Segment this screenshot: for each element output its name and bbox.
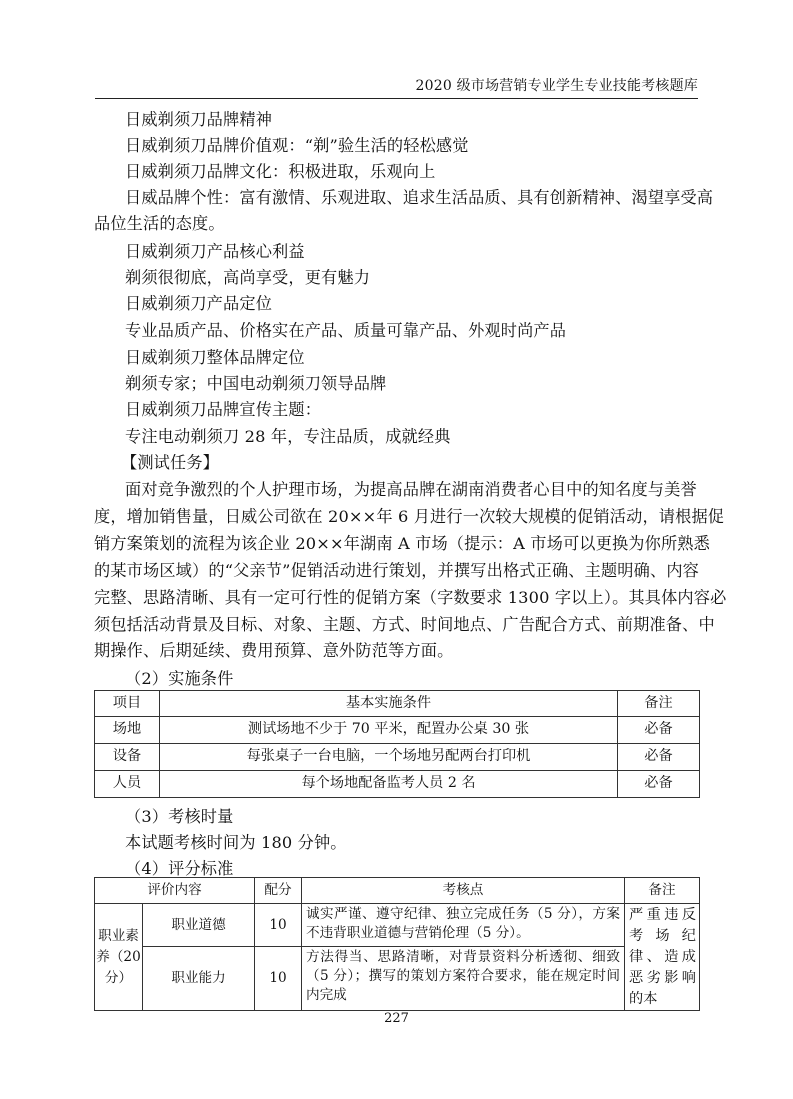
section-heading: （3）考核时量 xyxy=(125,807,234,826)
group-label-cell: 职业素养（20分） xyxy=(95,904,143,1011)
table-header-cell: 项目 xyxy=(95,691,160,717)
text-line: 品位生活的态度。 xyxy=(94,214,225,233)
table-cell: 职业道德 xyxy=(143,904,255,947)
text-line: 本试题考核时间为 180 分钟。 xyxy=(125,833,347,852)
text-line: 专注电动剃须刀 28 年，专注品质，成就经典 xyxy=(125,427,451,446)
table-row xyxy=(95,771,700,798)
table-cell: 必备 xyxy=(618,771,700,798)
table-cell: 10 xyxy=(255,947,302,1011)
table-cell: 诚实严谨、遵守纪律、独立完成任务（5 分），方案不违背职业道德与营销伦理（5 分）。 xyxy=(302,904,625,947)
note-cell: 严重违反考场纪律、造成恶劣影响的本 xyxy=(625,904,700,1011)
conditions-table xyxy=(94,690,700,798)
table-header-cell: 考核点 xyxy=(302,878,625,904)
table-header-cell: 评价内容 xyxy=(95,878,255,904)
table-header-cell: 基本实施条件 xyxy=(160,691,618,717)
text-line: 日威剃须刀产品核心利益 xyxy=(125,242,305,261)
table-cell: 测试场地不少于 70 平米，配置办公桌 30 张 xyxy=(160,717,618,744)
text-line: 的某市场区域）的“父亲节”促销活动进行策划，并撰写出格式正确、主题明确、内容 xyxy=(94,561,699,580)
text-line: 剃须专家；中国电动剃须刀领导品牌 xyxy=(125,374,387,393)
text-line: 面对竞争激烈的个人护理市场，为提高品牌在湖南消费者心目中的知名度与美誉 xyxy=(125,480,697,499)
table-row xyxy=(95,744,700,771)
text-line: 日威剃须刀品牌精神 xyxy=(125,110,273,129)
text-line: 日威剃须刀品牌价值观：“剃”验生活的轻松感觉 xyxy=(125,136,469,155)
text-line: 专业品质产品、价格实在产品、质量可靠产品、外观时尚产品 xyxy=(125,321,567,340)
table-row xyxy=(95,904,700,947)
table-row xyxy=(95,717,700,744)
table-cell: 每张桌子一台电脑，一个场地另配两台打印机 xyxy=(160,744,618,771)
table-header-cell: 配分 xyxy=(255,878,302,904)
text-line: 日威剃须刀品牌文化：积极进取，乐观向上 xyxy=(125,162,436,181)
table-row xyxy=(95,947,700,1011)
text-line: 销方案策划的流程为该企业 20××年湖南 A 市场（提示：A 市场可以更换为你所熟悉 xyxy=(94,534,710,553)
text-line: 日威剃须刀品牌宣传主题： xyxy=(125,400,322,419)
text-line: 完整、思路清晰、具有一定可行性的促销方案（字数要求 1300 字以上）。其具体内容必 xyxy=(94,588,727,607)
text-line: 日威品牌个性：富有激情、乐观进取、追求生活品质、具有创新精神、渴望享受高 xyxy=(125,188,714,207)
text-line: 度，增加销售量，日威公司欲在 20××年 6 月进行一次较大规模的促销活动，请根据促 xyxy=(94,507,725,526)
table-cell: 场地 xyxy=(95,717,160,744)
table-cell: 每个场地配备监考人员 2 名 xyxy=(160,771,618,798)
table-cell: 设备 xyxy=(95,744,160,771)
text-line: 日威剃须刀产品定位 xyxy=(125,294,273,313)
page-header: 2020 级市场营销专业学生专业技能考核题库 xyxy=(415,78,698,94)
page-number: 227 xyxy=(384,1011,409,1026)
text-line: 日威剃须刀整体品牌定位 xyxy=(125,348,305,367)
header-rule xyxy=(95,98,698,99)
text-line: 须包括活动背景及目标、对象、主题、方式、时间地点、广告配合方式、前期准备、中 xyxy=(94,615,715,634)
text-line: 剃须很彻底，高尚享受，更有魅力 xyxy=(125,268,371,287)
section-heading: （4）评分标准 xyxy=(125,859,234,878)
table-cell: 人员 xyxy=(95,771,160,798)
table-header-cell: 备注 xyxy=(625,878,700,904)
table-cell: 方法得当、思路清晰，对背景资料分析透彻、细致（5 分）；撰写的策划方案符合要求，能在规定时间内完成 xyxy=(302,947,625,1011)
table-cell: 职业能力 xyxy=(143,947,255,1011)
table-cell: 必备 xyxy=(618,717,700,744)
section-heading: （2）实施条件 xyxy=(125,669,234,688)
scoring-table xyxy=(94,877,700,1011)
table-header-cell: 备注 xyxy=(618,691,700,717)
text-line: 期操作、后期延续、费用预算、意外防范等方面。 xyxy=(94,641,454,660)
section-heading: 【测试任务】 xyxy=(121,453,220,472)
table-cell: 必备 xyxy=(618,744,700,771)
table-cell: 10 xyxy=(255,904,302,947)
